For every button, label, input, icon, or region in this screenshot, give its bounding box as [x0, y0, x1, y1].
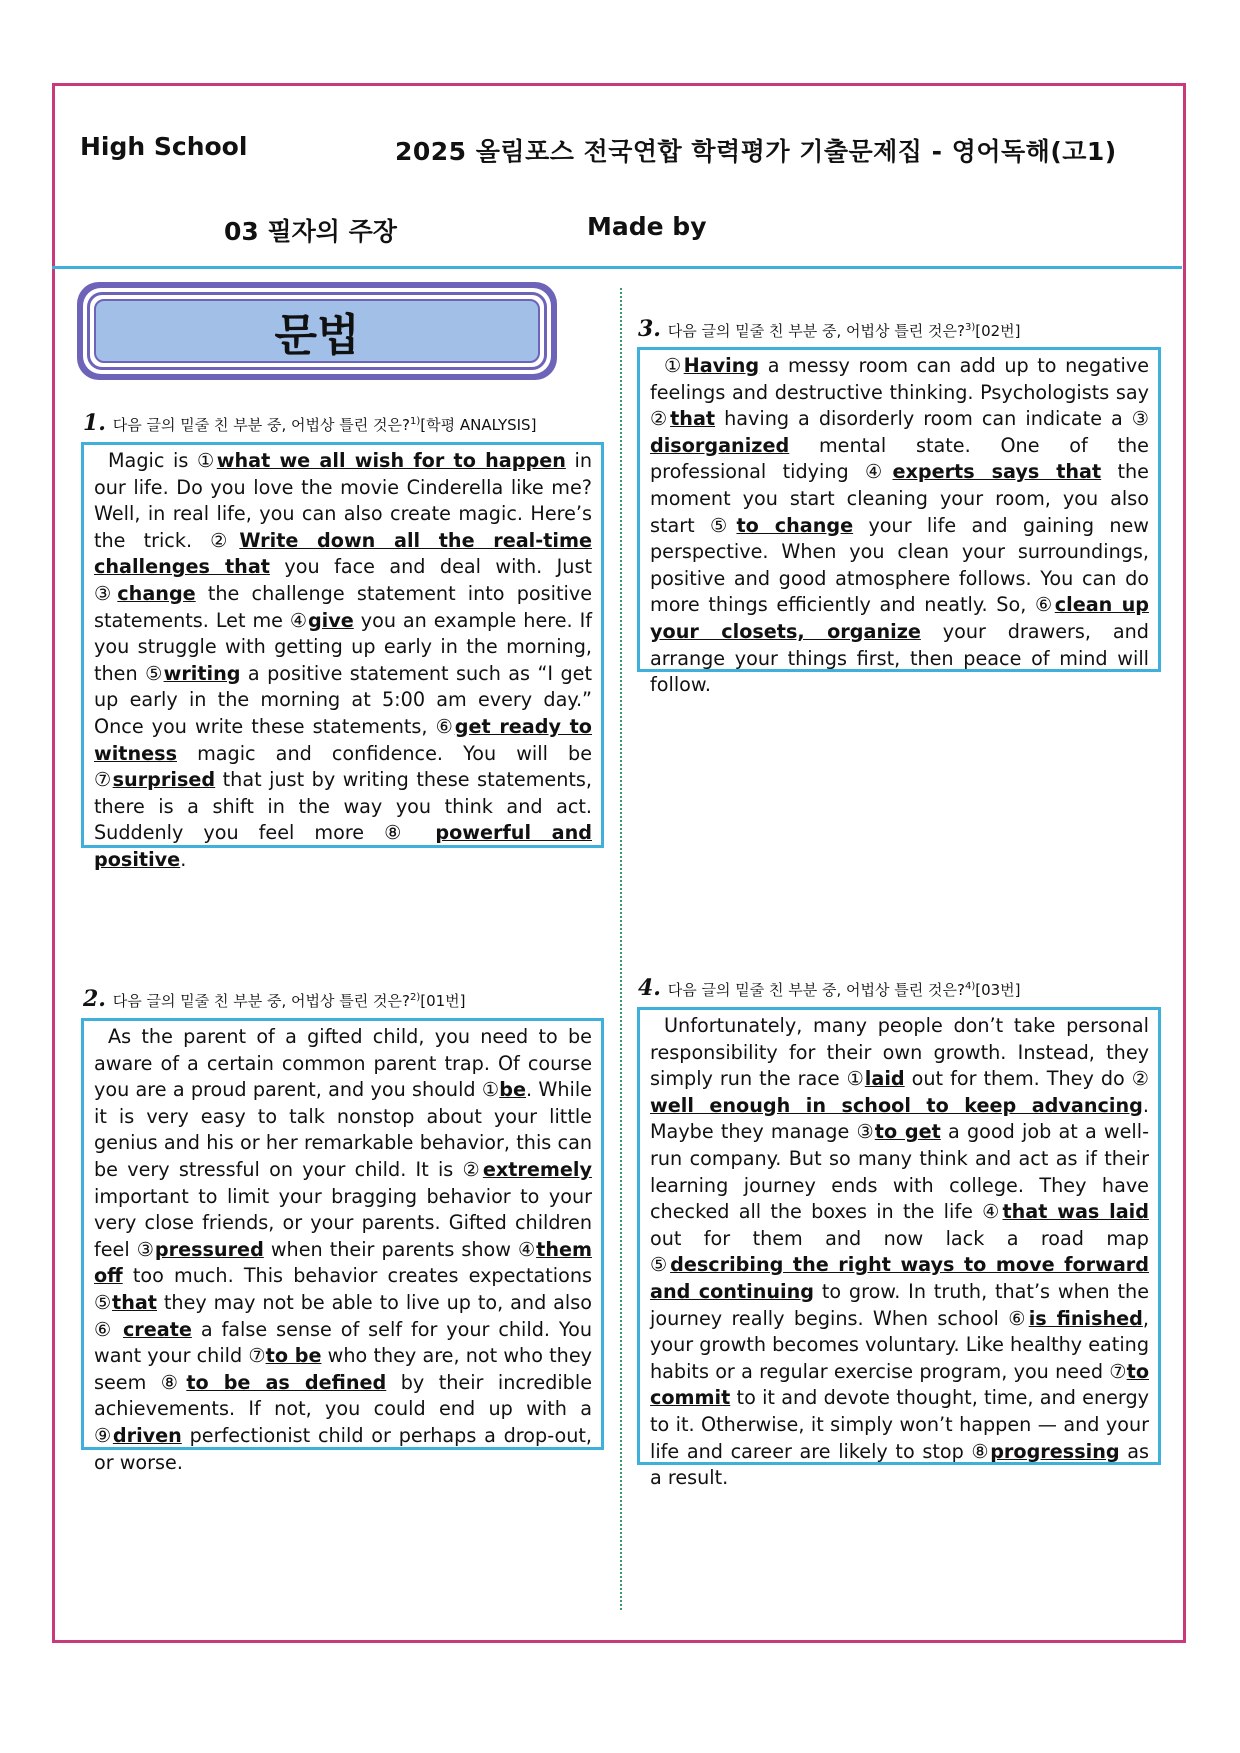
question-prompt: 다음 글의 밑줄 친 부분 중, 어법상 틀린 것은? [112, 992, 410, 1010]
question-2-heading [83, 986, 466, 1012]
passage-run: important to limit your bragging behavior to your very close friends, or your parents. Gifted children feel ③ [94, 1184, 592, 1261]
passage-run: when their parents show ④ [263, 1237, 537, 1261]
underlined-choice: powerful and positive [94, 821, 592, 871]
underlined-choice: Having [683, 354, 760, 377]
passage-run: in our life. Do you love the movie Cinderella like me? Well, in real life, you can also create magic. Here’s the trick. ② [94, 449, 593, 552]
underlined-choice: writing [163, 661, 241, 685]
passage-run: you face and deal with. Just ③ [94, 555, 592, 605]
underlined-choice: to be [265, 1344, 322, 1368]
passage-run: As the parent of a gifted child, you need to be aware of a certain common parent trap. Of course you are a proud parent, and you should ① [94, 1025, 592, 1102]
underlined-choice: give [307, 608, 354, 632]
underlined-choice: what we all wish for to happen [216, 449, 566, 472]
passage-run: . [180, 847, 187, 871]
section-badge-label: 문법 [94, 299, 540, 363]
passage-run: Magic is [108, 449, 197, 472]
passage-run: out for them. They do ② [904, 1067, 1150, 1091]
passage-run: your drawers, and arrange your things first, then peace of mind will follow. [650, 619, 1149, 697]
question-source: [학평 ANALYSIS] [420, 416, 537, 434]
question-source: [02번] [975, 322, 1021, 340]
passage-run: perfectionist child or perhaps a drop-out, or worse. [94, 1423, 592, 1474]
underlined-choice: be [499, 1078, 527, 1102]
passage-run: that just by writing these statements, there is a shift in the way you think and act. Suddenly you feel more ⑧ [94, 768, 593, 845]
footnote-ref: 3) [964, 322, 976, 333]
question-number: 3. [638, 316, 661, 342]
passage-text [650, 1013, 1149, 1492]
passage-run: who they are, not who they seem ⑧ [94, 1344, 592, 1394]
passage-run: your life and gaining new perspective. When you clean your surroundings, positive and good atmosphere follows. You can do more things efficiently and neatly. So, ⑥ [650, 513, 1149, 617]
passage-text [94, 448, 592, 874]
footnote-ref: 4) [964, 981, 976, 992]
question-source: [01번] [420, 992, 466, 1010]
underlined-choice: progressing [990, 1439, 1120, 1463]
underlined-choice: to be as defined [186, 1370, 387, 1394]
passage-run: a good job at a well-run company. But so many think and act as if their learning journey ends with college. They have checked all the boxes in the life ④ [650, 1120, 1149, 1224]
passage-run: , your growth becomes voluntary. Like healthy eating habits or a regular exercise program, you need ⑦ [650, 1306, 1150, 1383]
header-title: 2025 올림포스 전국연합 학력평가 기출문제집 - 영어독해(고1) [395, 137, 1117, 166]
passage-run: a positive statement such as “I get up early in the morning at 5:00 am every day.” Once you write these statements, ⑥ [94, 661, 592, 738]
question-prompt: 다음 글의 밑줄 친 부분 중, 어법상 틀린 것은? [112, 416, 410, 434]
passage-run: they may not be able to live up to, and also ⑥ [94, 1290, 592, 1341]
underlined-choice: that [112, 1290, 157, 1314]
underlined-choice: describing the right ways to move forward and continuing [650, 1253, 1150, 1303]
passage-run: ① [664, 354, 684, 377]
passage-run: too much. This behavior creates expectations ⑤ [94, 1264, 592, 1314]
underlined-choice: that was laid [1002, 1200, 1149, 1224]
question-prompt: 다음 글의 밑줄 친 부분 중, 어법상 틀린 것은? [667, 981, 965, 999]
passage-run: to grow. In truth, that’s when the journey really begins. When school ⑥ [650, 1279, 1150, 1330]
underlined-choice: that [670, 407, 716, 431]
underlined-choice: get ready to witness [94, 714, 592, 765]
question-2-passage [81, 1018, 604, 1474]
question-3-heading [638, 316, 1021, 342]
underlined-choice: pressured [154, 1237, 264, 1261]
passage-run: as a result. [650, 1439, 1149, 1490]
passage-run: a messy room can add up to negative feelings and destructive thinking. Psychologists say ② [650, 354, 1150, 431]
question-number: 4. [638, 975, 661, 1001]
question-prompt: 다음 글의 밑줄 친 부분 중, 어법상 틀린 것은? [667, 322, 965, 340]
question-4-passage [637, 1007, 1161, 1490]
header-divider [52, 266, 1182, 269]
underlined-choice: to get [874, 1120, 941, 1144]
underlined-choice: well enough in school to keep advancing [650, 1093, 1143, 1117]
underlined-choice: laid [864, 1067, 905, 1091]
section-badge [77, 282, 557, 380]
underlined-choice: disorganized [650, 433, 790, 457]
question-1-heading [83, 410, 536, 436]
passage-text [650, 353, 1149, 699]
underlined-choice: driven [112, 1423, 182, 1447]
passage-run: a false sense of self for your child. You want your child ⑦ [94, 1317, 592, 1368]
passage-text [94, 1024, 592, 1476]
underlined-choice: clean up your closets, organize [650, 593, 1149, 643]
underlined-choice: experts says that [892, 460, 1102, 484]
question-number: 1. [83, 410, 106, 436]
passage-run: having a disorderly room can indicate a ③ [715, 407, 1149, 431]
underlined-choice: them off [94, 1237, 592, 1288]
column-divider [620, 288, 622, 1610]
underlined-choice: change [117, 581, 196, 605]
passage-run: the moment you start cleaning your room, you also start ⑤ [650, 460, 1149, 537]
question-1-passage [81, 442, 604, 871]
question-number: 2. [83, 986, 106, 1012]
passage-run: you an example here. If you struggle with getting up early in the morning, then ⑤ [94, 608, 592, 685]
passage-run: out for them and now lack a road map ⑤ [650, 1226, 1149, 1277]
underlined-choice: to commit [650, 1359, 1149, 1410]
footnote-ref: 2) [409, 992, 421, 1003]
footnote-ref: 1) [409, 416, 421, 427]
passage-run: by their incredible achievements. If not, you could end up with a ⑨ [94, 1370, 592, 1447]
header-chapter: 03 필자의 주장 [224, 217, 397, 246]
passage-run: mental state. One of the professional tidying ④ [650, 433, 1149, 484]
passage-run: . While it is very easy to talk nonstop about your little genius and his or her remarkable behavior, this can be very stressful on your child. It is ② [94, 1078, 592, 1181]
passage-run: . Maybe they manage ③ [650, 1093, 1149, 1144]
underlined-choice: Write down all the real-time challenges that [94, 528, 592, 579]
passage-run: Unfortunately, many people don’t take personal responsibility for their own growth. Instead, they simply run the race ① [650, 1014, 1149, 1091]
underlined-choice: to change [736, 513, 854, 537]
passage-run: the challenge statement into positive statements. Let me ④ [94, 581, 592, 632]
passage-run: magic and confidence. You will be ⑦ [94, 741, 592, 792]
passage-run: ① [196, 449, 217, 472]
question-3-passage [637, 347, 1161, 697]
underlined-choice: create [122, 1317, 192, 1341]
underlined-choice: extremely [482, 1157, 592, 1181]
header-made-by: Made by [587, 212, 707, 241]
underlined-choice: is finished [1028, 1306, 1143, 1330]
header-school: High School [80, 132, 248, 161]
question-4-heading [638, 975, 1021, 1001]
underlined-choice: surprised [112, 768, 216, 792]
passage-run: to it and devote thought, time, and energy to it. Otherwise, it simply won’t happen — and your life and career are likely to stop ⑧ [650, 1386, 1149, 1463]
question-source: [03번] [975, 981, 1021, 999]
